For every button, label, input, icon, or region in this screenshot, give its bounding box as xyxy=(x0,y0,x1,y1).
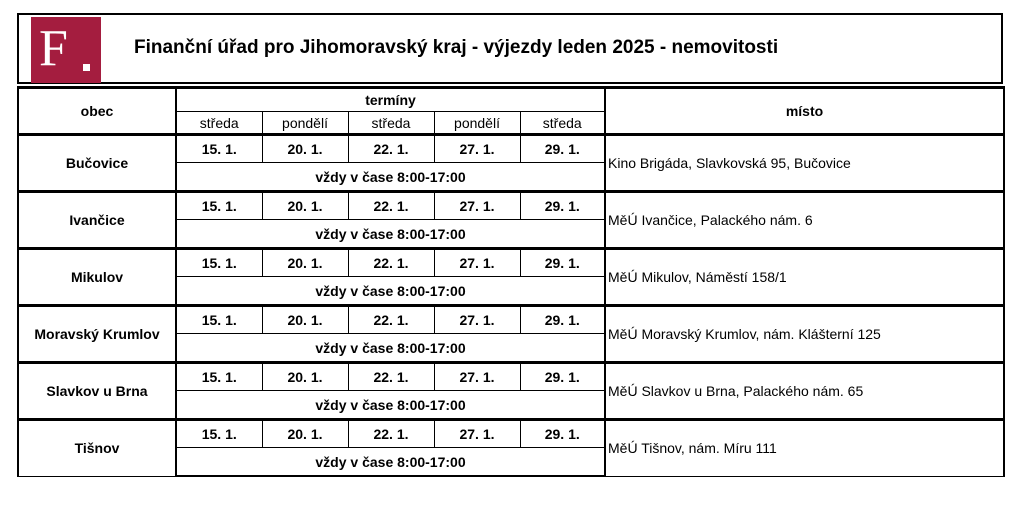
date-cell: 27. 1. xyxy=(434,306,520,334)
misto-cell: Kino Brigáda, Slavkovská 95, Bučovice xyxy=(605,135,1004,192)
date-cell: 20. 1. xyxy=(262,249,348,277)
table-row xyxy=(18,363,1004,391)
misto-cell: MěÚ Tišnov, nám. Míru 111 xyxy=(605,420,1004,477)
date-cell: 29. 1. xyxy=(520,306,605,334)
obec-cell: Slavkov u Brna xyxy=(18,363,176,420)
misto-cell: MěÚ Ivančice, Palackého nám. 6 xyxy=(605,192,1004,249)
obec-cell: Mikulov xyxy=(18,249,176,306)
misto-cell: MěÚ Mikulov, Náměstí 158/1 xyxy=(605,249,1004,306)
date-cell: 29. 1. xyxy=(520,249,605,277)
page-title: Finanční úřad pro Jihomoravský kraj - výjezdy leden 2025 - nemovitosti xyxy=(134,37,779,58)
day-header: středa xyxy=(176,112,262,135)
table-row xyxy=(18,420,1004,448)
financni-sprava-logo xyxy=(31,17,101,83)
logo-letter: F xyxy=(39,20,68,77)
date-cell: 15. 1. xyxy=(176,306,262,334)
date-cell: 27. 1. xyxy=(434,420,520,448)
obec-cell: Ivančice xyxy=(18,192,176,249)
date-cell: 29. 1. xyxy=(520,420,605,448)
logo-dot xyxy=(83,64,90,71)
date-cell: 29. 1. xyxy=(520,192,605,220)
date-cell: 20. 1. xyxy=(262,192,348,220)
time-cell: vždy v čase 8:00-17:00 xyxy=(176,448,605,477)
time-cell: vždy v čase 8:00-17:00 xyxy=(176,334,605,363)
date-cell: 20. 1. xyxy=(262,306,348,334)
date-cell: 15. 1. xyxy=(176,135,262,163)
obec-cell: Bučovice xyxy=(18,135,176,192)
date-cell: 15. 1. xyxy=(176,192,262,220)
misto-cell: MěÚ Slavkov u Brna, Palackého nám. 65 xyxy=(605,363,1004,420)
date-cell: 22. 1. xyxy=(348,306,434,334)
date-cell: 20. 1. xyxy=(262,420,348,448)
header-obec: obec xyxy=(18,88,176,135)
date-cell: 15. 1. xyxy=(176,249,262,277)
schedule-table xyxy=(17,86,1005,477)
document-header xyxy=(17,13,1003,84)
date-cell: 29. 1. xyxy=(520,135,605,163)
date-cell: 15. 1. xyxy=(176,420,262,448)
date-cell: 29. 1. xyxy=(520,363,605,391)
header-terminy: termíny xyxy=(176,88,605,112)
time-cell: vždy v čase 8:00-17:00 xyxy=(176,277,605,306)
header-misto: místo xyxy=(605,88,1004,135)
date-cell: 20. 1. xyxy=(262,363,348,391)
table-row xyxy=(18,192,1004,220)
day-header: pondělí xyxy=(262,112,348,135)
time-cell: vždy v čase 8:00-17:00 xyxy=(176,391,605,420)
date-cell: 27. 1. xyxy=(434,249,520,277)
day-header: středa xyxy=(348,112,434,135)
day-header: středa xyxy=(520,112,605,135)
date-cell: 27. 1. xyxy=(434,135,520,163)
date-cell: 27. 1. xyxy=(434,192,520,220)
day-header: pondělí xyxy=(434,112,520,135)
table-row xyxy=(18,249,1004,277)
date-cell: 22. 1. xyxy=(348,192,434,220)
date-cell: 22. 1. xyxy=(348,135,434,163)
date-cell: 27. 1. xyxy=(434,363,520,391)
misto-cell: MěÚ Moravský Krumlov, nám. Klášterní 125 xyxy=(605,306,1004,363)
obec-cell: Moravský Krumlov xyxy=(18,306,176,363)
date-cell: 15. 1. xyxy=(176,363,262,391)
obec-cell: Tišnov xyxy=(18,420,176,477)
date-cell: 22. 1. xyxy=(348,249,434,277)
time-cell: vždy v čase 8:00-17:00 xyxy=(176,220,605,249)
table-row xyxy=(18,306,1004,334)
date-cell: 22. 1. xyxy=(348,363,434,391)
date-cell: 20. 1. xyxy=(262,135,348,163)
date-cell: 22. 1. xyxy=(348,420,434,448)
table-row xyxy=(18,135,1004,163)
time-cell: vždy v čase 8:00-17:00 xyxy=(176,163,605,192)
